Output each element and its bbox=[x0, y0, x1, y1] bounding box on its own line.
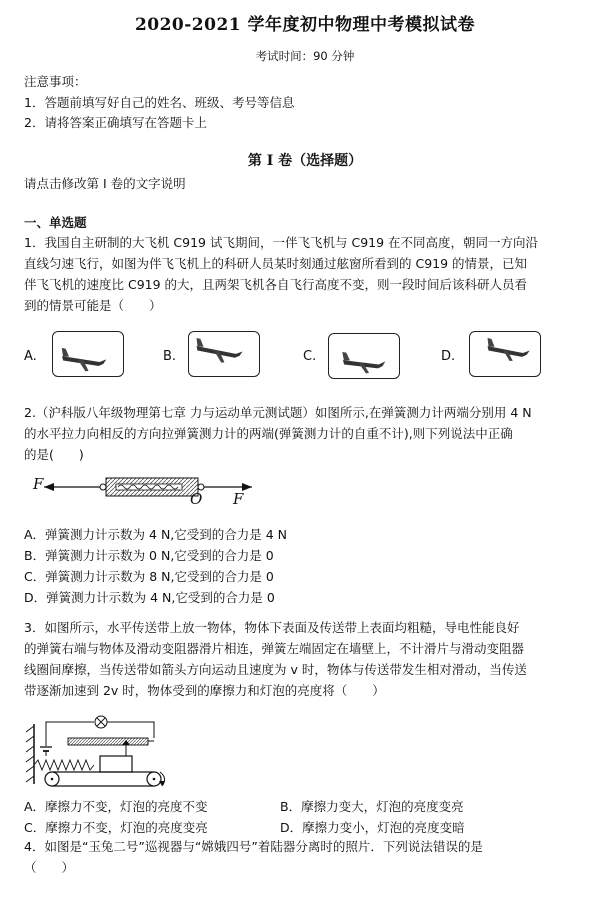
question-line: 1．我国自主研制的大飞机 C919 试飞期间，一伴飞飞机与 C919 在不同高度，朝同一方向沿 bbox=[24, 235, 539, 250]
question-line: 伴飞飞机的速度比 C919 的大，且两架飞机各自飞行高度不变，则一段时间后该科研人员看 bbox=[24, 277, 528, 292]
spring-scale-diagram bbox=[30, 468, 260, 512]
question-line: 带逐渐加速到 2v 时，物体受到的摩擦力和灯泡的亮度将（ ） bbox=[24, 683, 385, 698]
question-3 bbox=[24, 617, 584, 701]
question-2 bbox=[24, 402, 584, 465]
question-4 bbox=[24, 836, 584, 878]
option-label: C. bbox=[303, 349, 317, 364]
option-label: A. bbox=[24, 349, 37, 364]
notice-item: 1．答题前填写好自己的姓名、班级、考号等信息 bbox=[24, 95, 295, 110]
option-label: B. bbox=[163, 349, 177, 364]
airplane-icon bbox=[329, 334, 399, 378]
option-c: C．摩擦力不变，灯泡的亮度变亮 bbox=[24, 820, 208, 835]
force-label-left: F bbox=[33, 475, 44, 493]
exam-time: 考试时间：90 分钟 bbox=[255, 49, 355, 63]
zero-label: O bbox=[190, 490, 203, 508]
notice-heading: 注意事项： bbox=[24, 74, 87, 89]
option-c: C．弹簧测力计示数为 8 N,它受到的合力是 0 bbox=[24, 569, 274, 584]
part-title: 第 I 卷（选择题） bbox=[247, 153, 363, 169]
option-d: D．摩擦力变小，灯泡的亮度变暗 bbox=[280, 820, 465, 835]
option-a: A．摩擦力不变，灯泡的亮度不变 bbox=[24, 799, 208, 814]
question-line: （ ） bbox=[24, 860, 75, 875]
question-1 bbox=[24, 232, 584, 316]
part-note[interactable]: 请点击修改第 I 卷的文字说明 bbox=[24, 176, 186, 191]
exam-title: 2020-2021 学年度初中物理中考模拟试卷 bbox=[134, 15, 476, 35]
question-line: 3．如图所示，水平传送带上放一物体，物体下表面及传送带上表面均粗糙，导电性能良好 bbox=[24, 620, 520, 635]
option-a: A．弹簧测力计示数为 4 N,它受到的合力是 4 N bbox=[24, 527, 288, 542]
conveyor-circuit-diagram bbox=[22, 710, 172, 790]
airplane-icon bbox=[470, 332, 540, 376]
question-line: 4．如图是“玉兔二号”巡视器与“嫦娥四号”着陆器分离时的照片．下列说法错误的是 bbox=[24, 839, 483, 854]
section-heading: 一、单选题 bbox=[24, 215, 87, 230]
question-line: 的弹簧右端与物体及滑动变阻器滑片相连，弹簧左端固定在墙壁上，不计滑片与滑动变阻器 bbox=[24, 641, 525, 656]
option-b: B．弹簧测力计示数为 0 N,它受到的合力是 0 bbox=[24, 548, 274, 563]
question-line: 到的情景可能是（ ） bbox=[24, 298, 162, 313]
plane-picture-b[interactable] bbox=[188, 331, 260, 377]
option-label: D. bbox=[441, 349, 456, 364]
plane-picture-a[interactable] bbox=[52, 331, 124, 377]
force-label-right: F bbox=[233, 490, 244, 508]
question-line: 线圈间摩擦，当传送带如箭头方向运动且速度为 v 时，物体与传送带发生相对滑动，当传送 bbox=[24, 662, 527, 677]
spring-scale-figure bbox=[30, 468, 260, 512]
conveyor-figure bbox=[22, 710, 172, 790]
airplane-icon bbox=[189, 332, 259, 376]
question-line: 的是( ) bbox=[24, 447, 84, 462]
notice-item: 2．请将答案正确填写在答题卡上 bbox=[24, 115, 207, 130]
question-line: 2.（沪科版八年级物理第七章 力与运动单元测试题）如图所示,在弹簧测力计两端分别用 4 N bbox=[24, 405, 532, 420]
plane-picture-c[interactable] bbox=[328, 333, 400, 379]
option-b: B．摩擦力变大，灯泡的亮度变亮 bbox=[280, 799, 464, 814]
question-line: 的水平拉力向相反的方向拉弹簧测力计的两端(弹簧测力计的自重不计),则下列说法中正确 bbox=[24, 426, 513, 441]
question-line: 直线匀速飞行，如图为伴飞飞机上的科研人员某时刻通过舷窗所看到的 C919 的情景，已知 bbox=[24, 256, 528, 271]
airplane-icon bbox=[53, 332, 123, 376]
plane-picture-d[interactable] bbox=[469, 331, 541, 377]
option-d: D．弹簧测力计示数为 4 N,它受到的合力是 0 bbox=[24, 590, 275, 605]
